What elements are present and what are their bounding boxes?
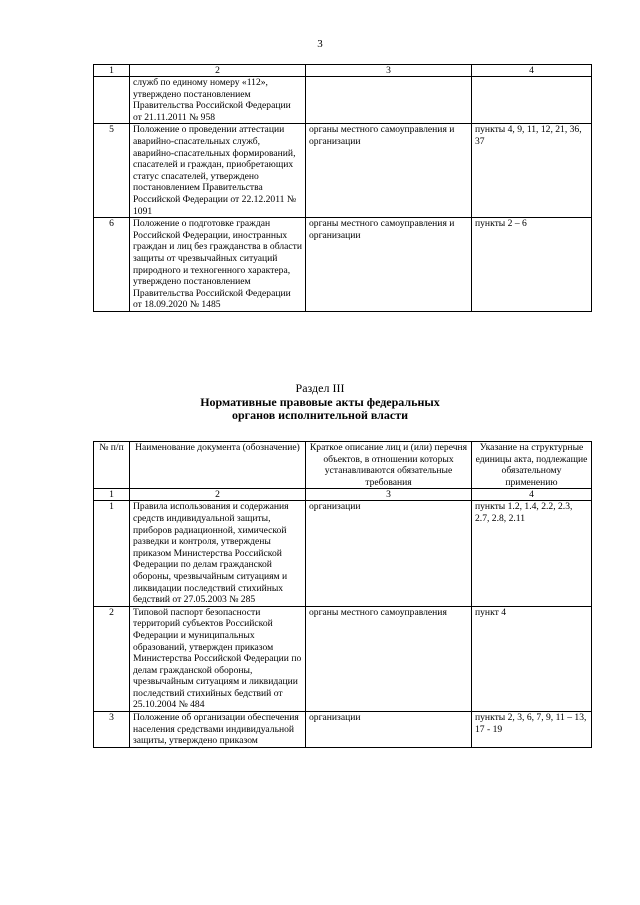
document-name: Положение об организации обеспечения населения средствами индивидуальной защиты, утверждено приказом xyxy=(130,712,306,748)
column-number: 2 xyxy=(130,489,306,501)
column-number: 4 xyxy=(472,489,592,501)
subjects: органы местного самоуправления и организации xyxy=(306,124,472,218)
table-row xyxy=(94,218,592,312)
column-number-row xyxy=(94,489,592,501)
header-subjects: Краткое описание лиц и (или) перечня объектов, в отношении которых устанавливаются обязательные требования xyxy=(306,442,472,489)
document-name: Типовой паспорт безопасности территорий субъектов Российской Федерации и муниципальных образований, утвержден приказом Министерства Российской Федерации по делам гражданской обороны, чрезвычайным ситуациям и ликвидации последствий стихийных бедствий от 25.10.2004 № 484 xyxy=(130,606,306,711)
structural-units: пункты 1.2, 1.4, 2.2, 2.3, 2.7, 2.8, 2.11 xyxy=(472,501,592,606)
column-number: 4 xyxy=(472,65,592,77)
structural-units: пункт 4 xyxy=(472,606,592,711)
table-section-3 xyxy=(93,441,592,748)
section-title-line-1: Нормативные правовые акты федеральных xyxy=(200,394,440,409)
document-name: служб по единому номеру «112», утверждено постановлением Правительства Российской Федерации от 21.11.2011 № 958 xyxy=(130,77,306,124)
table-section-2-continued xyxy=(93,64,592,312)
table-row xyxy=(94,606,592,711)
row-number xyxy=(94,77,130,124)
subjects xyxy=(306,77,472,124)
row-number: 2 xyxy=(94,606,130,711)
structural-units: пункты 2, 3, 6, 7, 9, 11 – 13, 17 - 19 xyxy=(472,712,592,748)
subjects: органы местного самоуправления xyxy=(306,606,472,711)
subjects: организации xyxy=(306,712,472,748)
section-title-line-2: органов исполнительной власти xyxy=(231,408,409,422)
header-structural-units: Указание на структурные единицы акта, подлежащие обязательному применению xyxy=(472,442,592,489)
column-number: 2 xyxy=(130,65,306,77)
row-number: 3 xyxy=(94,712,130,748)
row-number: 1 xyxy=(94,501,130,606)
section-heading xyxy=(0,382,640,423)
page-number: 3 xyxy=(317,38,323,50)
column-number: 1 xyxy=(94,65,130,77)
table-row xyxy=(94,77,592,124)
header-document-name: Наименование документа (обозначение) xyxy=(130,442,306,489)
structural-units: пункты 2 – 6 xyxy=(472,218,592,312)
table-row xyxy=(94,124,592,218)
row-number: 5 xyxy=(94,124,130,218)
column-number: 3 xyxy=(306,65,472,77)
table-row xyxy=(94,501,592,606)
column-number-row xyxy=(94,65,592,77)
subjects: органы местного самоуправления и организации xyxy=(306,218,472,312)
structural-units: пункты 4, 9, 11, 12, 21, 36, 37 xyxy=(472,124,592,218)
subjects: организации xyxy=(306,501,472,606)
document-name: Правила использования и содержания средств индивидуальной защиты, приборов радиационной, химической разведки и контроля, утверждены приказом Министерства Российской Федерации по делам гражданской обороны, чрезвычайным ситуациям и ликвидации последствий стихийных бедствий от 27.05.2003 № 285 xyxy=(130,501,306,606)
table-row xyxy=(94,712,592,748)
document-name: Положение о подготовке граждан Российской Федерации, иностранных граждан и лиц без гражданства в области защиты от чрезвычайных ситуаций природного и техногенного характера, утверждено постановлением Правительства Российской Федерации от 18.09.2020 № 1485 xyxy=(130,218,306,312)
column-number: 1 xyxy=(94,489,130,501)
structural-units xyxy=(472,77,592,124)
column-number: 3 xyxy=(306,489,472,501)
header-number: № п/п xyxy=(94,442,130,489)
table-header-row xyxy=(94,442,592,489)
document-name: Положение о проведении аттестации аварийно-спасательных служб, аварийно-спасательных формирований, спасателей и граждан, приобретающих статус спасателей, утверждено постановлением Правительства Российской Федерации от 22.12.2011 № 1091 xyxy=(130,124,306,218)
row-number: 6 xyxy=(94,218,130,312)
section-label: Раздел III xyxy=(295,381,345,395)
